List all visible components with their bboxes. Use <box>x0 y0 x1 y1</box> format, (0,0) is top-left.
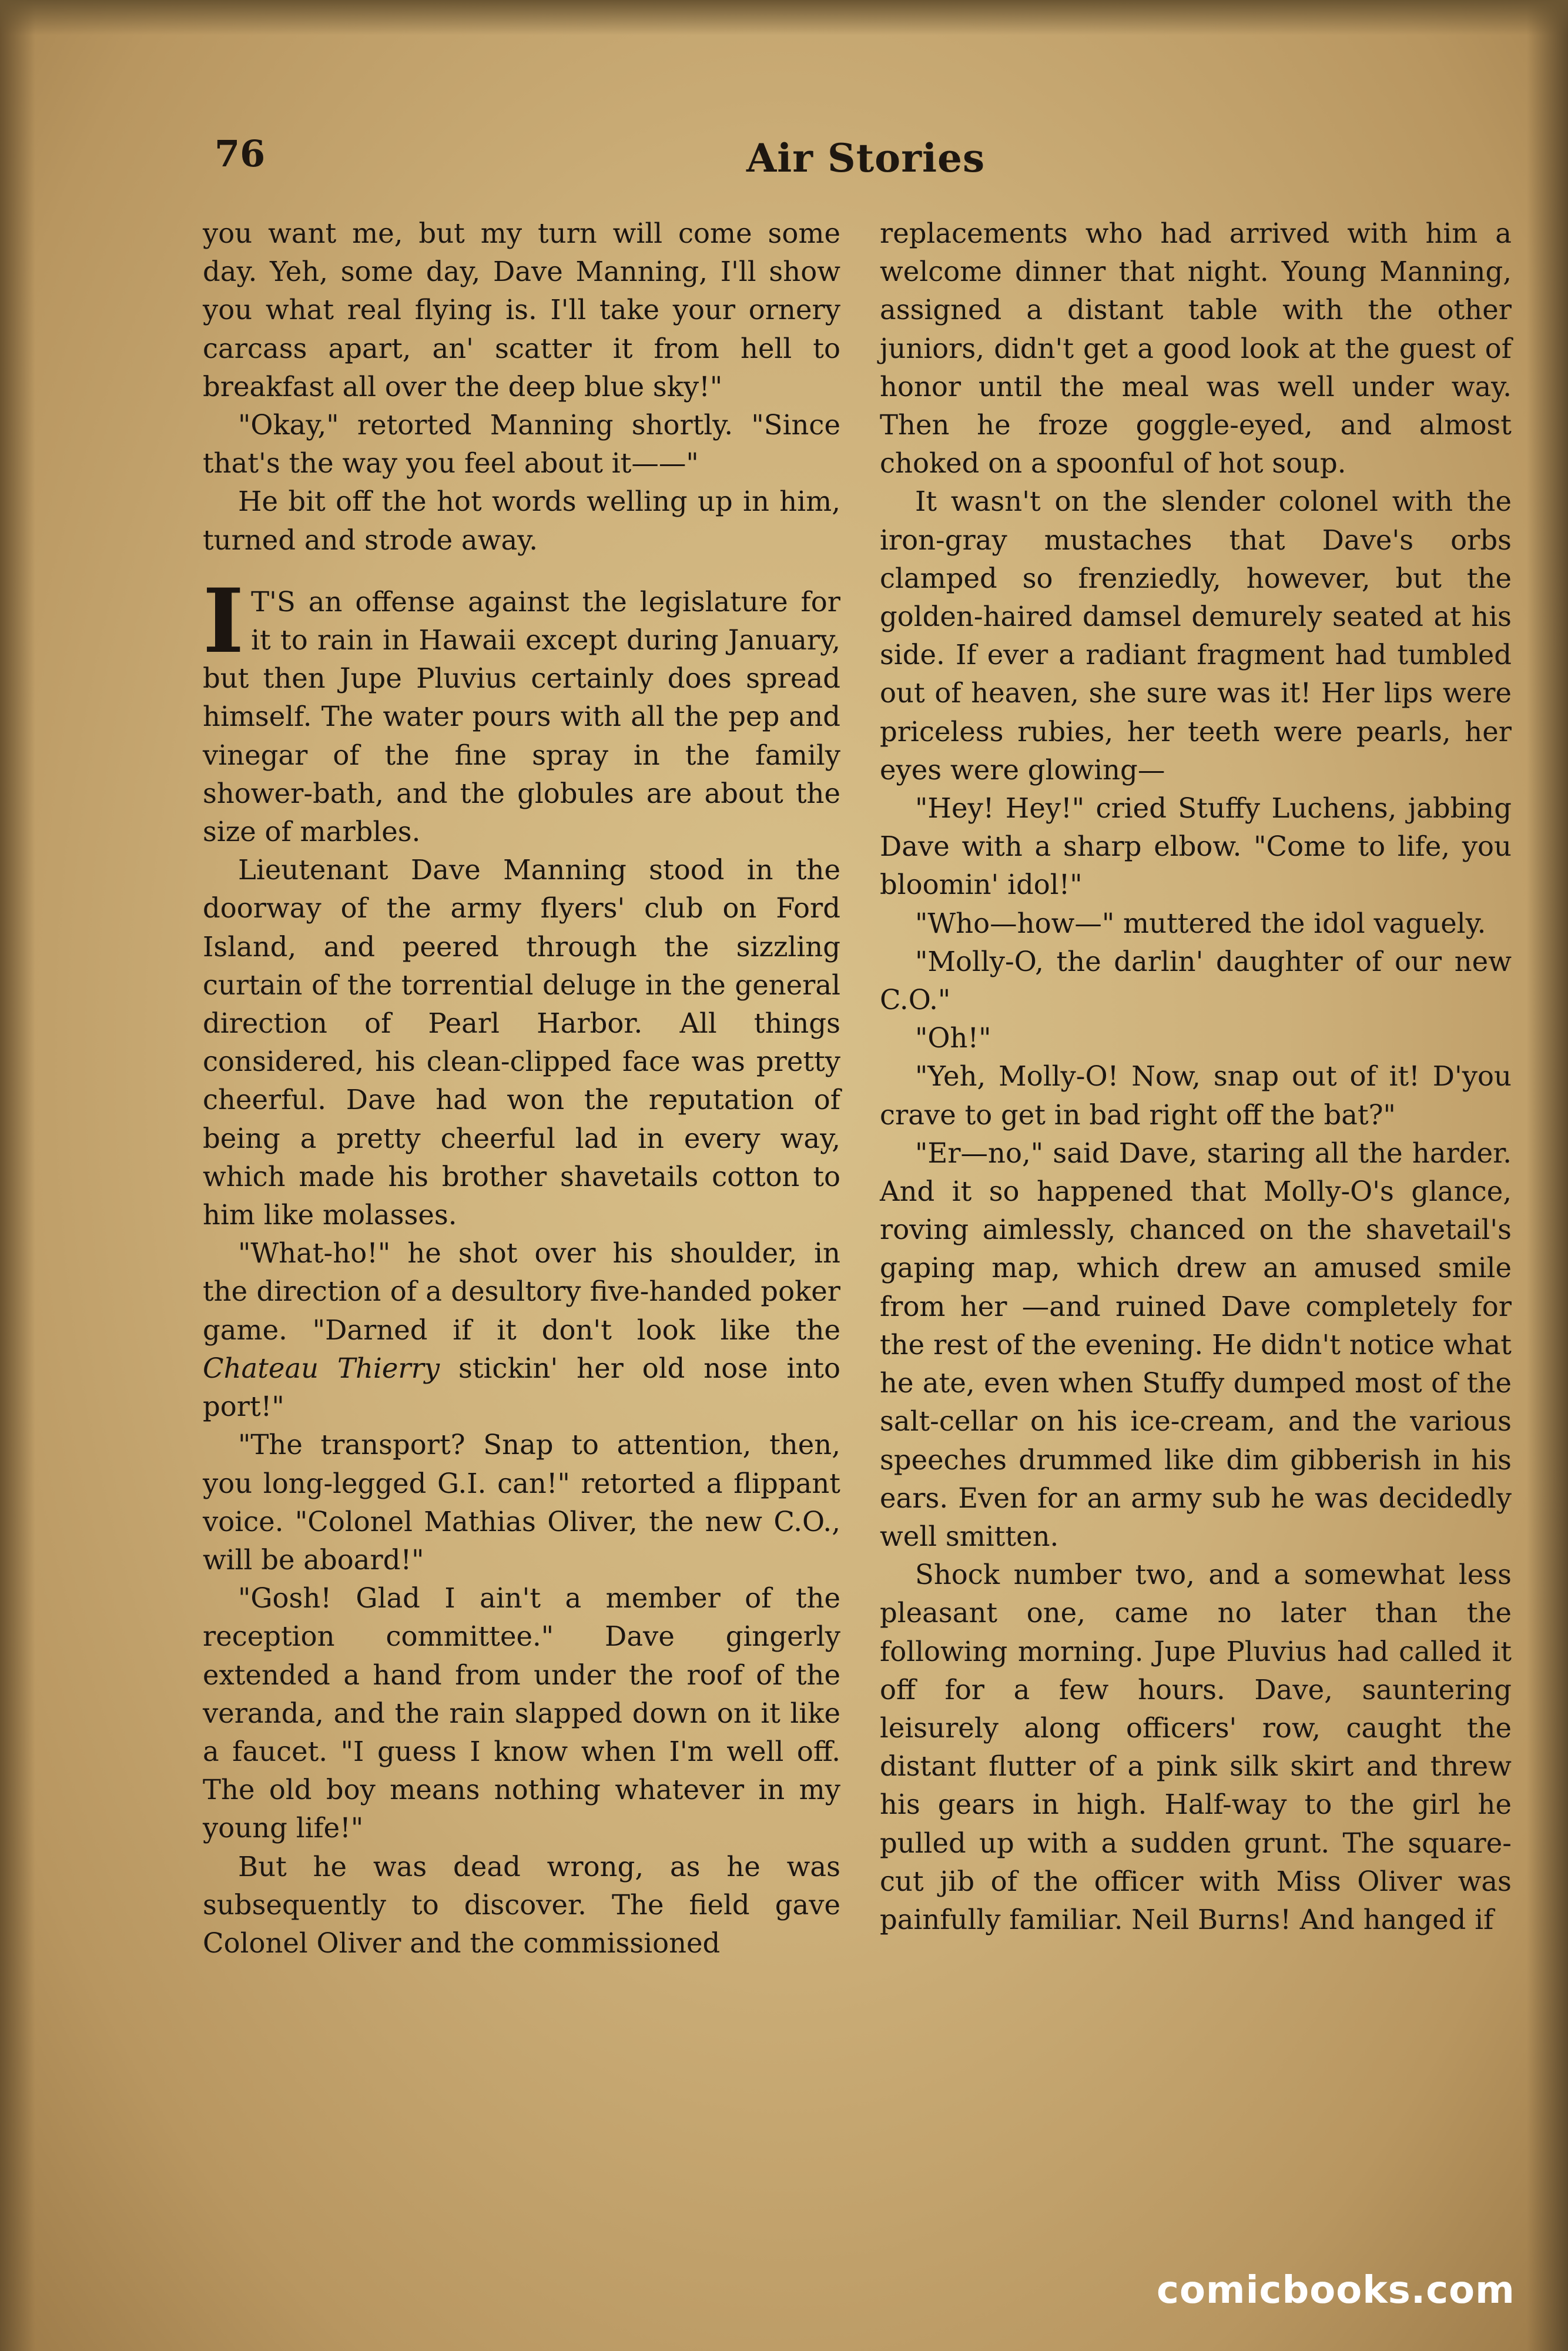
paragraph: "Molly-O, the darlin' daughter of our new C.O." <box>880 945 1512 1016</box>
paragraph: "Yeh, Molly-O! Now, snap out of it! D'you crave to get in bad right off the bat?" <box>880 1060 1512 1131</box>
page-header <box>200 126 1546 185</box>
paragraph: you want me, but my turn will come some day. Yeh, some day, Dave Manning, I'll show you what real flying is. I'll take your ornery carcass apart, an' scatter it from hell to breakfast all over the deep blue sky!" <box>203 217 840 403</box>
paragraph: But he was dead wrong, as he was subsequently to discover. The field gave Colonel Oliver and the commissioned <box>203 1850 840 1959</box>
paragraph: He bit off the hot words welling up in him, turned and strode away. <box>203 485 840 556</box>
paragraph: "Gosh! Glad I ain't a member of the reception committee." Dave gingerly extended a hand from under the roof of the veranda, and the rain slapped down on it like a faucet. "I guess I know when I'm well off. The old boy means nothing whatever in my young life!" <box>203 1582 840 1844</box>
paragraph-with-drop-cap <box>203 569 840 851</box>
paragraph: "Er—no," said Dave, staring all the harder. And it so happened that Molly-O's glance, roving aimlessly, chanced on the shavetail's gaping map, which drew an amused smile from her —and ruined Dave completely for the rest of the evening. He didn't notice what he ate, even when Stuffy dumped most of the salt-cellar on his ice-cream, and the various speeches drummed like dim gibberish in his ears. Even for an army sub he was decidedly well smitten. <box>880 1137 1512 1552</box>
watermark-text: comicbooks.com <box>1157 2269 1515 2312</box>
paragraph-text: "What-ho!" he shot over his shoulder, in the direction of a desultory five-handed poker game. "Darned if it don't look like the <box>203 1237 840 1346</box>
text-column-left <box>203 215 840 1962</box>
paragraph: "Who—how—" muttered the idol vaguely. <box>915 907 1486 939</box>
page-edge-shadow-right <box>1527 0 1568 2351</box>
running-title: Air Stories <box>746 135 986 181</box>
paragraph: "Oh!" <box>915 1022 991 1054</box>
page-edge-shadow-left <box>0 0 35 2351</box>
page-edge-shadow-top <box>0 0 1568 35</box>
ship-name-italic: Chateau Thierry <box>203 1352 440 1384</box>
page-number: 76 <box>215 132 266 175</box>
paragraph: "Okay," retorted Manning shortly. "Since that's the way you feel about it——" <box>203 409 840 480</box>
paragraph: "The transport? Snap to attention, then, you long-legged G.I. can!" retorted a flippant voice. "Colonel Mathias Oliver, the new C.O., will be aboard!" <box>203 1429 840 1576</box>
paragraph-text: stickin' her old nose into port!" <box>203 1352 840 1423</box>
text-column-right <box>880 215 1512 1939</box>
paragraph: "Hey! Hey!" cried Stuffy Luchens, jabbing Dave with a sharp elbow. "Come to life, you bloomin' idol!" <box>880 792 1512 901</box>
paragraph: Lieutenant Dave Manning stood in the doorway of the army flyers' club on Ford Island, and peered through the sizzling curtain of the torrential deluge in the general direction of Pearl Harbor. All things considered, his clean-clipped face was pretty cheerful. Dave had won the reputation of being a pretty cheerful lad in every way, which made his brother shavetails cotton to him like molasses. <box>203 854 840 1231</box>
paragraph-text: T'S an offense against the legislature for it to rain in Hawaii except during January, but then Jupe Pluvius certainly does spread himself. The water pours with all the pep and vinegar of the fine spray in the family shower-bath, and the globules are about the size of marbles. <box>203 585 840 848</box>
paragraph: It wasn't on the slender colonel with the iron-gray mustaches that Dave's orbs clamped so frenziedly, however, but the golden-haired damsel demurely seated at his side. If ever a radiant fragment had tumbled out of heaven, she sure was it! Her lips were priceless rubies, her teeth were pearls, her eyes were glowing— <box>880 485 1512 786</box>
paragraph: replacements who had arrived with him a welcome dinner that night. Young Manning, assigned a distant table with the other juniors, didn't get a good look at the guest of honor until the meal was well under way. Then he froze goggle-eyed, and almost choked on a spoonful of hot soup. <box>880 217 1512 480</box>
paragraph <box>203 1234 840 1426</box>
paragraph: Shock number two, and a somewhat less pleasant one, came no later than the following morning. Jupe Pluvius had called it off for a few hours. Dave, sauntering leisurely along officers' row, caught the distant flutter of a pink silk skirt and threw his gears in high. Half-way to the girl he pulled up with a sudden grunt. The square-cut jib of the officer with Miss Oliver was painfully familiar. Neil Burns! And hanged if <box>880 1559 1512 1935</box>
drop-cap: I <box>203 569 244 673</box>
